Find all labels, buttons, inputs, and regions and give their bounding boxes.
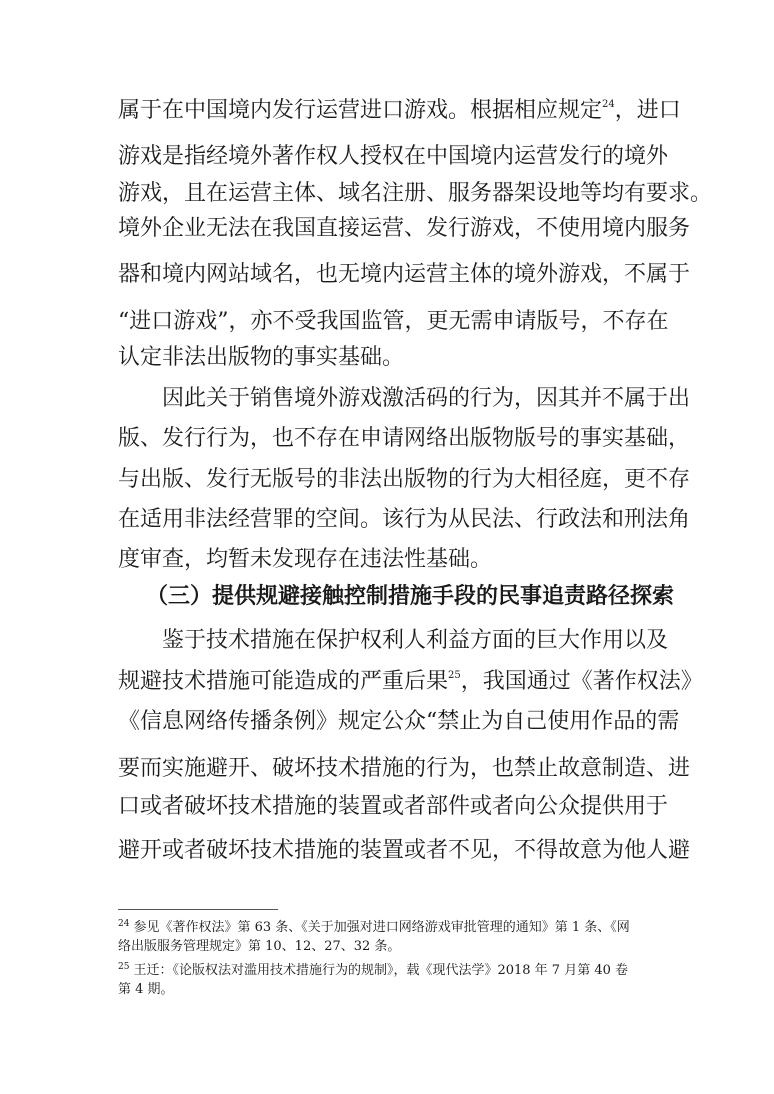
body-line: 器和境内网站域名，也无境内运营主体的境外游戏，不属于 [118,262,691,287]
body-line: 认定非法出版物的事实基础。 [118,345,405,370]
body-line: 要而实施避开、破坏技术措施的行为，也禁止故意制造、进 [118,756,691,781]
footnote-mark: 25 [118,961,130,972]
body-line: 游戏是指经境外著作权人授权在中国境内运营发行的境外 [118,144,669,169]
body-text: ，进口 [614,98,681,123]
body-line: 与出版、发行无版号的非法出版物的行为大相径庭，更不存 [118,467,691,492]
footnote-ref-24[interactable]: 24 [602,98,615,110]
body-line: 因此关于销售境外游戏激活码的行为，因其并不属于出 [162,386,691,411]
section-heading: （三）提供规避接触控制措施手段的民事追责路径探索 [146,584,675,609]
body-line [118,669,703,695]
body-line: 《信息网络传播条例》规定公众“禁止为自己使用作品的需 [118,709,680,734]
body-line [118,98,681,124]
footnote-text: 王迁：《论版权法对滥用技术措施行为的规制》，载《现代法学》2018 年 7 月第 40 卷 [133,963,629,978]
body-line: 在适用非法经营罪的空间。该行为从民法、行政法和刑法角 [118,507,691,532]
footnote-24 [118,919,630,937]
body-line: 鉴于技术措施在保护权利人利益方面的巨大作用以及 [162,628,669,653]
body-text: ，我国通过《著作权法》 [460,669,703,694]
body-line: 境外企业无法在我国直接运营、发行游戏，不使用境内服务 [118,216,691,241]
body-text: 规避技术措施可能造成的严重后果 [118,669,449,694]
body-line: 度审查，均暂未发现存在违法性基础。 [118,547,493,572]
footnote-25 [118,962,628,980]
body-line: 游戏，且在运营主体、域名注册、服务器架设地等均有要求。 [118,181,713,206]
body-line: 版、发行行为，也不存在申请网络出版物版号的事实基础， [118,426,691,451]
body-line: 避开或者破坏技术措施的装置或者不见，不得故意为他人避 [118,838,691,863]
body-line: 口或者破坏技术措施的装置或者部件或者向公众提供用于 [118,794,669,819]
body-text: 属于在中国境内发行运营进口游戏。根据相应规定 [118,98,603,123]
footnote-mark: 24 [118,918,130,929]
footnote-ref-25[interactable]: 25 [448,669,461,681]
body-line: “进口游戏”，亦不受我国监管，更无需申请版号，不存在 [118,309,669,334]
footnote-24-cont: 络出版服务管理规定》第 10、12、27、32 条。 [118,939,401,954]
footnote-divider [118,909,278,910]
footnote-text: 参见《著作权法》第 63 条、《关于加强对进口网络游戏审批管理的通知》第 1 条、《网 [133,920,630,935]
footnote-25-cont: 第 4 期。 [118,982,174,997]
